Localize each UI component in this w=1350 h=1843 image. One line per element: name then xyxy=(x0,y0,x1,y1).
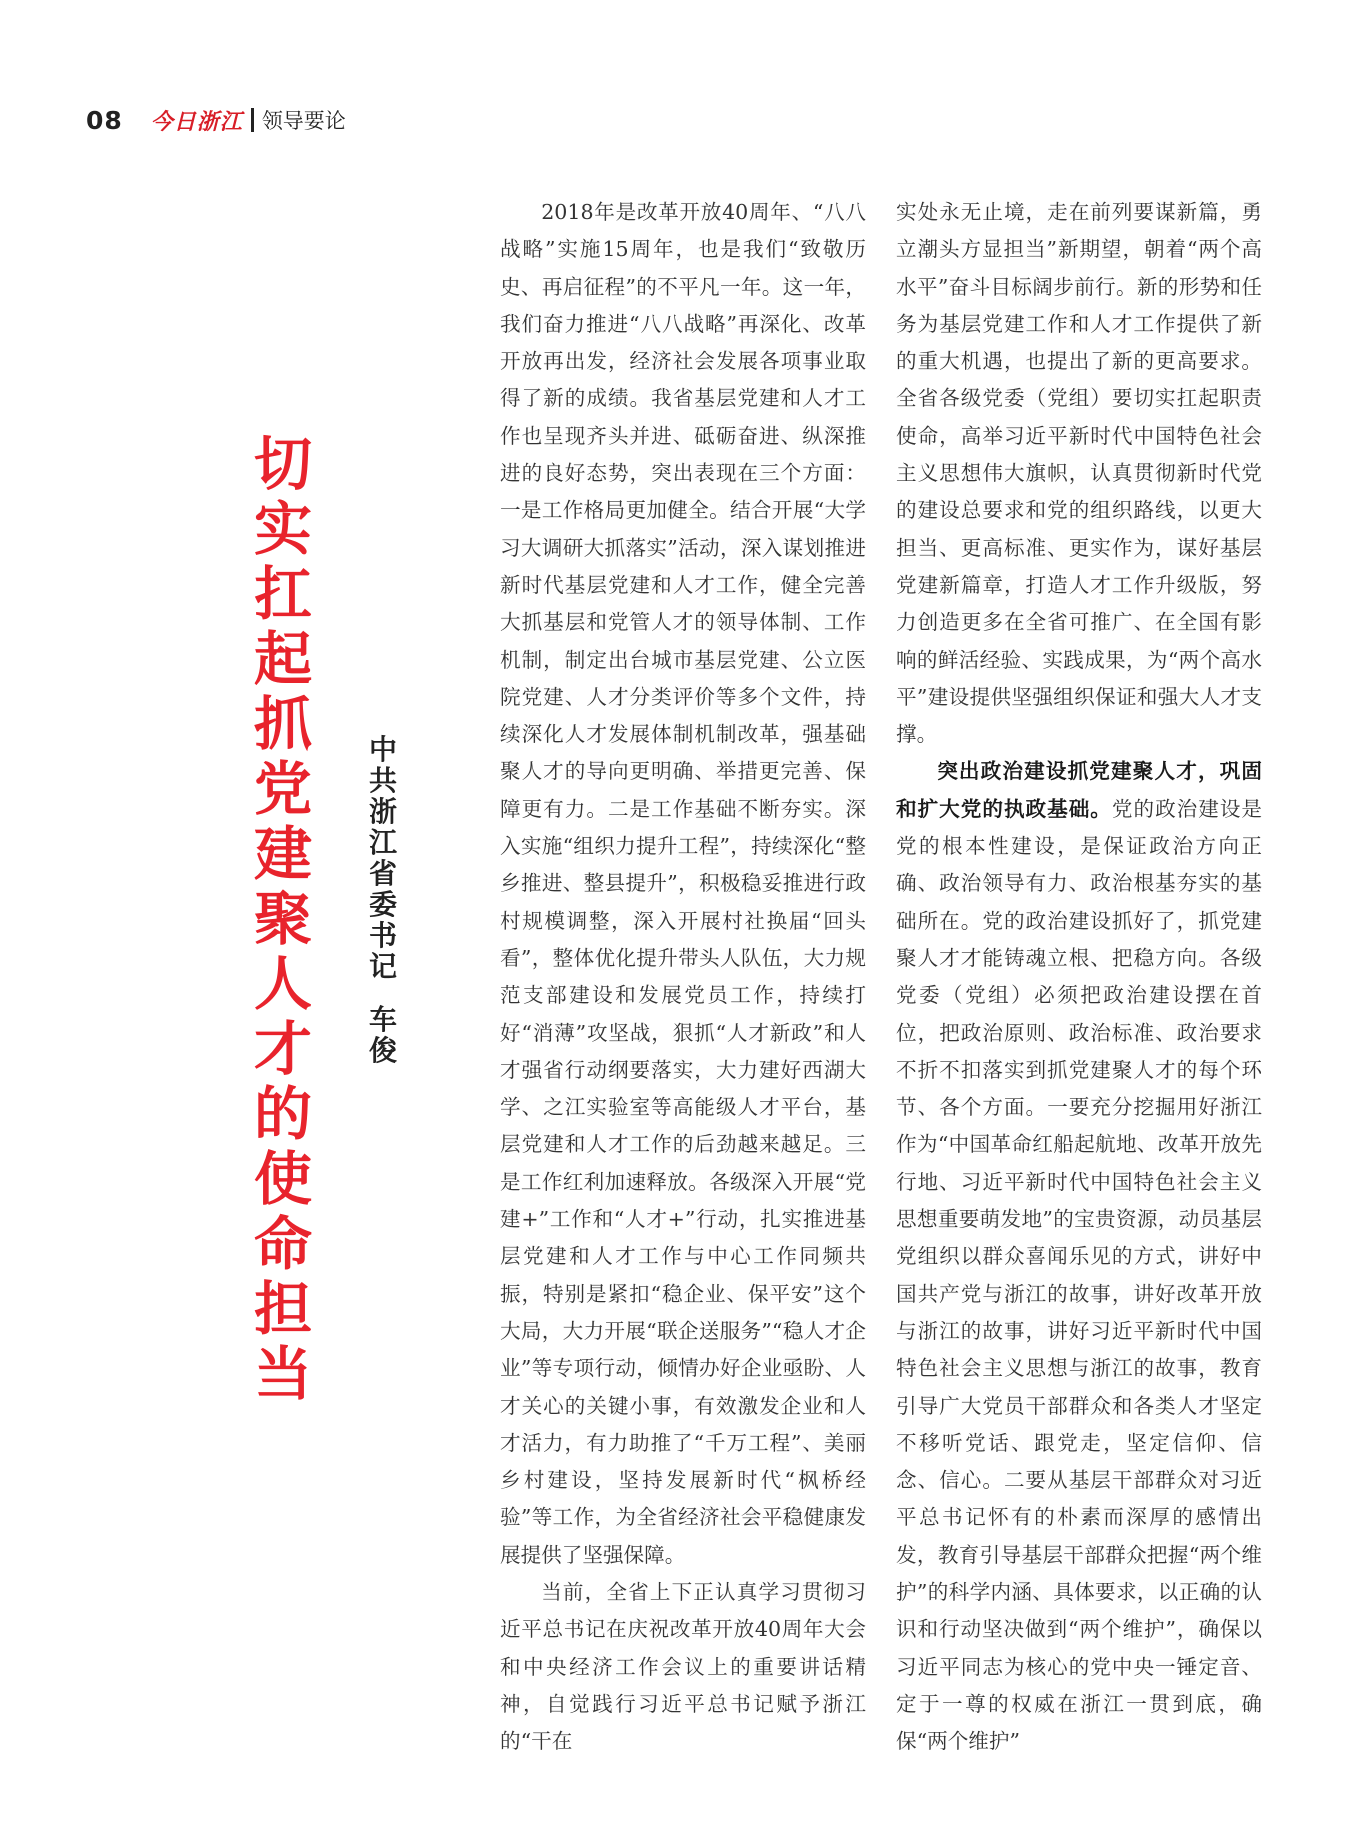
body-column-right xyxy=(896,194,1262,1760)
headline-char: 党 xyxy=(253,755,312,823)
author-name-char: 车 xyxy=(368,1003,397,1036)
headline-char: 命 xyxy=(253,1210,312,1278)
headline-char: 建 xyxy=(253,820,312,888)
author-title-char: 省 xyxy=(368,857,397,890)
author-title-char: 书 xyxy=(368,919,397,952)
section-title: 领导要论 xyxy=(261,109,346,133)
headline-char: 使 xyxy=(253,1145,312,1213)
headline-char: 起 xyxy=(253,625,312,693)
author-title-char: 浙 xyxy=(368,795,397,828)
body-paragraph: 2018年是改革开放40周年、“八八战略”实施15周年，也是我们“致敬历史、再启征程”的不平凡一年。这一年，我们奋力推进“八八战略”再深化、改革开放再出发，经济社会发展各项事业取得了新的成绩。我省基层党建和人才工作也呈现齐头并进、砥砺奋进、纵深推进的良好态势，突出表现在三个方面：一是工作格局更加健全。结合开展“大学习大调研大抓落实”活动，深入谋划推进新时代基层党建和人才工作，健全完善大抓基层和党管人才的领导体制、工作机制，制定出台城市基层党建、公立医院党建、人才分类评价等多个文件，持续深化人才发展体制机制改革，强基础聚人才的导向更明确、举措更完善、保障更有力。二是工作基础不断夯实。深入实施“组织力提升工程”，持续深化“整乡推进、整县提升”，积极稳妥推进行政村规模调整，深入开展村社换届“回头看”，整体优化提升带头人队伍，大力规范支部建设和发展党员工作，持续打好“消薄”攻坚战，狠抓“人才新政”和人才强省行动纲要落实，大力建好西湖大学、之江实验室等高能级人才平台，基层党建和人才工作的后劲越来越足。三是工作红利加速释放。各级深入开展“党建+”工作和“人才+”行动，扎实推进基层党建和人才工作与中心工作同频共振，特别是紧扣“稳企业、保平安”这个大局，大力开展“联企送服务”“稳人才企业”等专项行动，倾情办好企业亟盼、人才关心的关键小事，有效激发企业和人才活力，有力助推了“千万工程”、美丽乡村建设，坚持发展新时代“枫桥经验”等工作，为全省经济社会平稳健康发展提供了坚强保障。 xyxy=(500,200,866,1567)
page-header xyxy=(86,100,346,140)
headline-char: 的 xyxy=(253,1080,312,1148)
magazine-logo: 今日浙江 xyxy=(150,108,243,135)
body-column-left xyxy=(500,194,866,1760)
author-title-char: 中 xyxy=(368,733,397,766)
article-headline xyxy=(248,432,318,1407)
headline-char: 抓 xyxy=(253,690,312,758)
headline-char: 聚 xyxy=(253,885,312,953)
headline-char: 才 xyxy=(253,1015,312,1083)
page-number: 08 xyxy=(86,105,123,135)
body-paragraph xyxy=(896,753,1262,1760)
author-byline xyxy=(363,734,403,1066)
headline-char: 实 xyxy=(253,495,312,563)
section-lead-heading: 突出政治建设抓党建聚人才，巩固和扩大党的执政基础。 xyxy=(896,759,1262,821)
headline-char: 人 xyxy=(253,950,312,1018)
headline-char: 切 xyxy=(253,430,312,498)
author-title-char: 委 xyxy=(368,888,397,921)
body-paragraph-text: 党的政治建设是党的根本性建设，是保证政治方向正确、政治领导有力、政治根基夯实的基础所在。党的政治建设抓好了，抓党建聚人才才能铸魂立根、把稳方向。各级党委（党组）必须把政治建设摆在首位，把政治原则、政治标准、政治要求不折不扣落实到抓党建聚人才的每个环节、各个方面。一要充分挖掘用好浙江作为“中国革命红船起航地、改革开放先行地、习近平新时代中国特色社会主义思想重要萌发地”的宝贵资源，动员基层党组织以群众喜闻乐见的方式，讲好中国共产党与浙江的故事，讲好改革开放与浙江的故事，讲好习近平新时代中国特色社会主义思想与浙江的故事，教育引导广大党员干部群众和各类人才坚定不移听党话、跟党走，坚定信仰、信念、信心。二要从基层干部群众对习近平总书记怀有的朴素而深厚的感情出发，教育引导基层干部群众把握“两个维护”的科学内涵、具体要求，以正确的认识和行动坚决做到“两个维护”，确保以习近平同志为核心的党中央一锤定音、定于一尊的权威在浙江一贯到底，确保“两个维护” xyxy=(896,796,1263,1754)
byline-gap xyxy=(363,982,403,1004)
author-title-char: 记 xyxy=(368,950,397,983)
body-paragraph-continued: 实处永无止境，走在前列要谋新篇，勇立潮头方显担当”新期望，朝着“两个高水平”奋斗目标阔步前行。新的形势和任务为基层党建工作和人才工作提供了新的重大机遇，也提出了新的更高要求。全省各级党委（党组）要切实扛起职责使命，高举习近平新时代中国特色社会主义思想伟大旗帜，认真贯彻新时代党的建设总要求和党的组织路线，以更大担当、更高标准、更实作为，谋好基层党建新篇章，打造人才工作升级版，努力创造更多在全省可推广、在全国有影响的鲜活经验、实践成果，为“两个高水平”建设提供坚强组织保证和强大人才支撑。 xyxy=(896,200,1262,747)
headline-char: 扛 xyxy=(253,560,312,628)
author-title-char: 共 xyxy=(368,764,397,797)
body-paragraph: 当前，全省上下正认真学习贯彻习近平总书记在庆祝改革开放40周年大会和中央经济工作会议上的重要讲话精神，自觉践行习近平总书记赋予浙江的“干在 xyxy=(500,1579,866,1754)
headline-char: 当 xyxy=(253,1340,312,1408)
author-title-char: 江 xyxy=(368,826,397,859)
author-name-char: 俊 xyxy=(368,1034,397,1067)
headline-char: 担 xyxy=(253,1275,312,1343)
header-divider xyxy=(251,108,254,132)
